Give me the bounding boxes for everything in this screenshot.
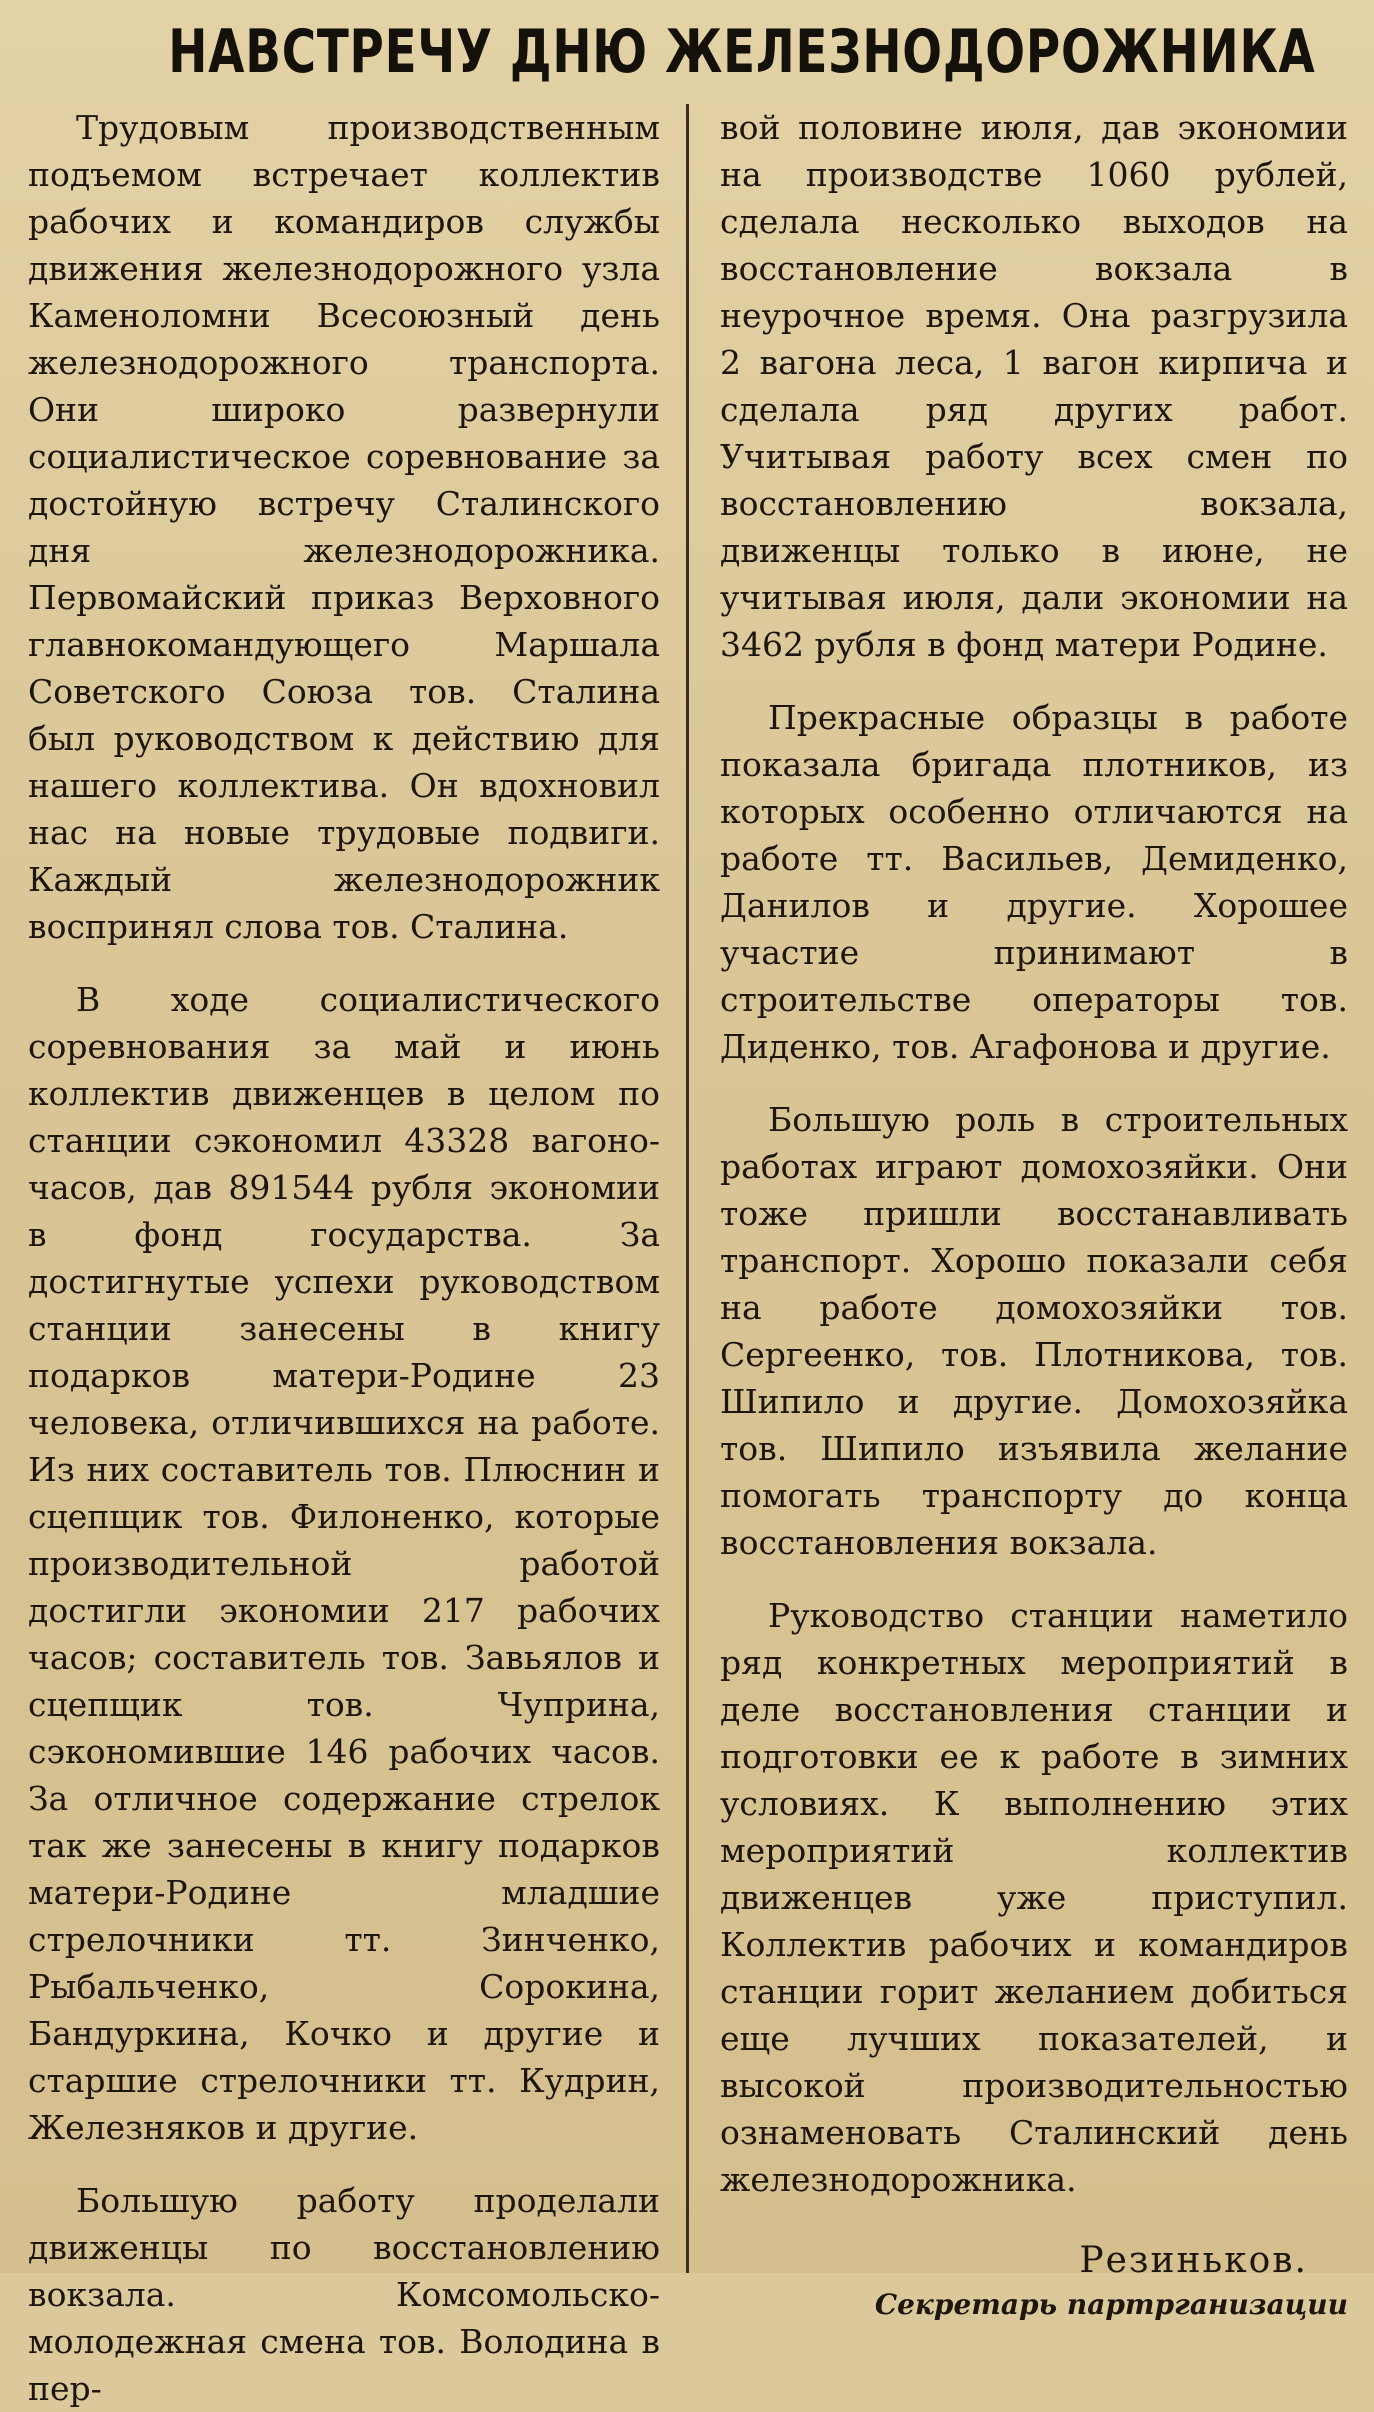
paragraph-housewives: Большую роль в строительных работах играют домохозяйки. Они тоже пришли восстанавливать транспорт. Хорошо показали себя на работе домохозяйки тов. Сергеенко, тов. Плотникова, тов. Шипило и другие. Домохозяйка тов. Шипило изъявила желание помогать транспорту до конца восстановления вокзала. [720, 1100, 1348, 1562]
signature-name: Резиньков. [1079, 2240, 1308, 2281]
paragraph-intro: Трудовым производственным подъемом встречает коллектив рабочих и командиров службы движения железнодорожного узла Каменоломни Всесоюзный день железнодорожного транспорта. Они широко развернули социалистическое соревнование за достойную встречу Сталинского дня железнодорожника. Первомайский приказ Верховного главнокомандующего Маршала Советского Союза тов. Сталина был руководством к действию для нашего коллектива. Он вдохновил нас на новые трудовые подвиги. Каждый железнодорожник воспринял слова тов. Сталина. [28, 108, 660, 946]
paragraph-management: Руководство станции наметило ряд конкретных мероприятий в деле восстановления станции и подготовки ее к работе в зимних условиях. К выполнению этих мероприятий коллектив движенцев уже приступил. Коллектив рабочих и командиров станции горит желанием добиться еще лучших показателей, и высокой производительностью ознаменовать Сталинский день железнодорожника. [720, 1596, 1348, 2199]
column-divider [686, 104, 689, 2273]
paragraph-station-restoration: Большую работу проделали движенцы по восстановлению вокзала. Комсомольско-молодежная смена тов. Володина в пер- [28, 2181, 660, 2408]
headline: НАВСТРЕЧУ ДНЮ ЖЕЛЕЗНОДОРОЖНИКА [168, 17, 1316, 87]
paragraph-competition: В ходе социалистического соревнования за май и июнь коллектив движенцев в целом по станции сэкономил 43328 вагоно-часов, дав 891544 рубля экономии в фонд государства. За достигнутые успехи руководством станции занесены в книгу подарков матери-Родине 23 человека, отличившихся на работе. Из них составитель тов. Плюснин и сцепщик тов. Филоненко, которые производительной работой достигли экономии 217 рабочих часов; составитель тов. Завьялов и сцепщик тов. Чуприна, сэкономившие 146 рабочих часов. За отличное содержание стрелок так же занесены в книгу подарков матери-Родине младшие стрелочники тт. Зинченко, Рыбальченко, Сорокина, Бандуркина, Кочко и другие и старшие стрелочники тт. Кудрин, Железняков и другие. [28, 980, 660, 2147]
article-columns [22, 104, 1352, 2408]
left-column [22, 104, 670, 2408]
right-column [704, 104, 1352, 2321]
signature-title: Секретарь партрганизации [874, 2288, 1348, 2321]
paragraph-carpenters: Прекрасные образцы в работе показала бригада плотников, из которых особенно отличаются на работе тт. Васильев, Демиденко, Данилов и другие. Хорошее участие принимают в строительстве операторы тов. Диденко, тов. Агафонова и другие. [720, 698, 1348, 1066]
paragraph-continuation: вой половине июля, дав экономии на производстве 1060 рублей, сделала несколько выходов на восстановление вокзала в неурочное время. Она разгрузила 2 вагона леса, 1 вагон кирпича и сделала ряд других работ. Учитывая работу всех смен по восстановлению вокзала, движенцы только в июне, не учитывая июля, дали экономии на 3462 рубля в фонд матери Родине. [720, 108, 1348, 664]
